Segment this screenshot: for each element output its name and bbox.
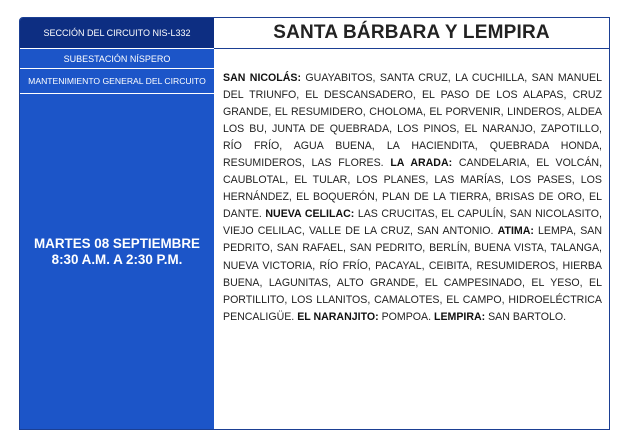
schedule-panel [20,18,214,429]
municipality-name: LA ARADA: [390,157,453,170]
community-list: CANDELARIA, EL VOLCÁN, CAUBLOTAL, EL TULAR, LOS PLANES, LAS MARÍAS, LOS PASES, LOS HERNÁNDEZ, EL BOQUERÓN, PLAN DE LA TIERRA, BRISAS DE ORO, EL DANTE. [223,157,603,221]
community-list: SAN BARTOLO. [485,310,567,323]
affected-areas-text [223,70,602,326]
community-list: GUAYABITOS, SANTA CRUZ, LA CUCHILLA, SAN MANUEL DEL TRIUNFO, EL DESCANSADERO, EL PASO DE LOS ALAPAS, CRUZ GRANDE, EL RESUMIDERO, CHOLOMA, EL PORVENIR, LINDEROS, ALDEA LOS BU, JUNTA DE QUEBRADA, LOS PINOS, EL NARANJO, ZAPOTILLO, RÍO FRÍO, AGUA BUENA, LA HACIENDITA, QUEBRADA HONDA, RESUMIDEROS, LAS FLORES. [223,72,602,170]
community-list: POMPOA. [378,310,434,323]
municipality-name: ATIMA: [497,225,534,238]
schedule-time: 8:30 A.M. A 2:30 P.M. [51,252,183,267]
community-list: LEMPA, SAN PEDRITO, SAN RAFAEL, SAN PEDRITO, BERLÍN, BUENA VISTA, TALANGA, NUEVA VICTORIA, RÍO FRÍO, PACAYAL, CEIBITA, RESUMIDEROS, HIERBA BUENA, LAGUNITAS, ALTO GRANDE, EL CAMPESINADO, EL YESO, EL PORTILLITO, LOS LLANITOS, CAMALOTES, EL CAMPO, HIDROELÉCTRICA PENCALIGÜE. [223,225,602,323]
schedule-date: MARTES 08 SEPTIEMBRE [34,236,200,251]
municipality-name: NUEVA CELILAC: [265,208,355,221]
municipality-name: LEMPIRA: [433,310,486,323]
circuit-section-label: SECCIÓN DEL CIRCUITO NIS-L332 [20,18,214,49]
outage-card [19,17,610,430]
maintenance-label: MANTENIMIENTO GENERAL DEL CIRCUITO [20,69,214,94]
substation-label: SUBESTACIÓN NÍSPERO [20,49,214,69]
community-list: LAS CRUCITAS, EL CAPULÍN, SAN NICOLASITO, VIEJO CELILAC, VALLE DE LA CRUZ, SAN ANTONIO. [223,208,602,238]
municipality-name: EL NARANJITO: [297,310,379,323]
schedule-block [20,236,214,268]
region-title: SANTA BÁRBARA Y LEMPIRA [214,18,609,49]
affected-areas-panel [214,18,609,429]
municipality-name: SAN NICOLÁS: [223,72,301,84]
